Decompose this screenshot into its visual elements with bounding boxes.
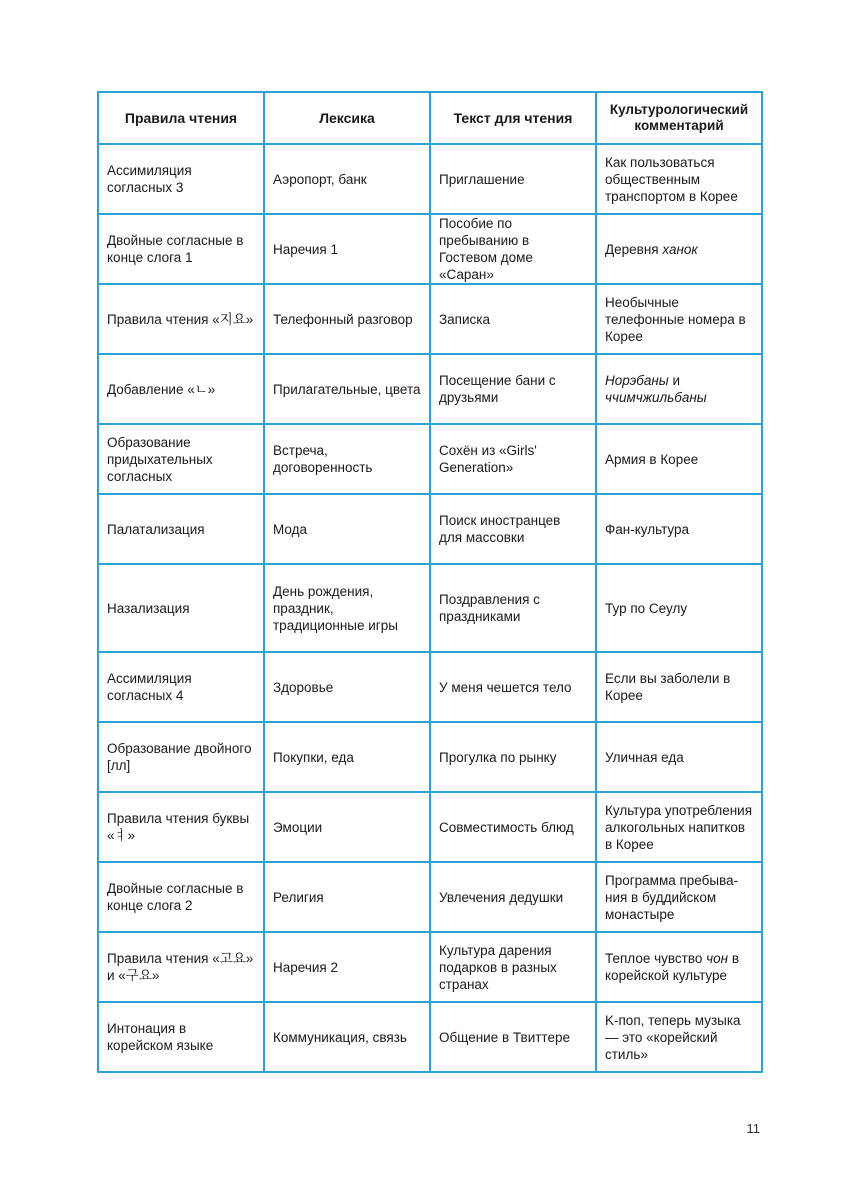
cell-text: Записка — [430, 284, 596, 354]
table-row — [98, 354, 762, 424]
cell-text: Культура дарения подарков в разных странах — [430, 932, 596, 1002]
cell-rules: Назализация — [98, 564, 264, 652]
cell-rules: Образование придыхательных согласных — [98, 424, 264, 494]
culture-text: Деревня — [605, 241, 663, 257]
table-row — [98, 564, 762, 652]
table-row — [98, 494, 762, 564]
cell-lexis: День рождения, праздник, традиционные игры — [264, 564, 430, 652]
table-row — [98, 722, 762, 792]
cell-text: Посещение бани с друзьями — [430, 354, 596, 424]
cell-lexis: Покупки, еда — [264, 722, 430, 792]
header-text: Текст для чтения — [430, 92, 596, 144]
cell-lexis: Коммуникация, связь — [264, 1002, 430, 1072]
cell-rules: Правила чтения буквы «ㅕ» — [98, 792, 264, 862]
cell-culture: Как пользоваться общественным транспортом в Корее — [596, 144, 762, 214]
cell-rules: Ассимиляция согласных 4 — [98, 652, 264, 722]
table-row — [98, 144, 762, 214]
table-row — [98, 284, 762, 354]
cell-culture: Программа пребыва-ния в буддийском монастыре — [596, 862, 762, 932]
cell-lexis: Телефонный разговор — [264, 284, 430, 354]
cell-text: Общение в Твиттере — [430, 1002, 596, 1072]
table-row — [98, 652, 762, 722]
table-header-row — [98, 92, 762, 144]
table-row — [98, 1002, 762, 1072]
table-row — [98, 214, 762, 284]
header-culture: Культурологический комментарий — [596, 92, 762, 144]
culture-text-end: в корейской культуре — [605, 951, 739, 983]
cell-lexis: Религия — [264, 862, 430, 932]
cell-lexis: Наречия 1 — [264, 214, 430, 284]
culture-text: и — [668, 373, 681, 388]
cell-culture: Если вы заболели в Корее — [596, 652, 762, 722]
cell-text: Сохён из «Girls' Generation» — [430, 424, 596, 494]
cell-rules: Двойные согласные в конце слога 1 — [98, 214, 264, 284]
cell-lexis: Аэропорт, банк — [264, 144, 430, 214]
cell-text: Совместимость блюд — [430, 792, 596, 862]
cell-culture: Культура употребления алкогольных напитков в Корее — [596, 792, 762, 862]
cell-rules: Интонация в корейском языке — [98, 1002, 264, 1072]
cell-culture: Армия в Корее — [596, 424, 762, 494]
syllabus-table — [97, 91, 763, 1073]
header-lexis: Лексика — [264, 92, 430, 144]
page-number: 11 — [746, 1121, 760, 1136]
cell-rules: Палатализация — [98, 494, 264, 564]
cell-text: Поздравления с праздниками — [430, 564, 596, 652]
cell-culture: Необычные телефонные номера в Корее — [596, 284, 762, 354]
table-row — [98, 424, 762, 494]
cell-culture: Уличная еда — [596, 722, 762, 792]
cell-lexis: Эмоции — [264, 792, 430, 862]
cell-culture — [596, 932, 762, 1002]
table-row — [98, 862, 762, 932]
cell-text: Прогулка по рынку — [430, 722, 596, 792]
cell-culture — [596, 214, 762, 284]
cell-lexis: Наречия 2 — [264, 932, 430, 1002]
cell-lexis: Мода — [264, 494, 430, 564]
cell-culture: Тур по Сеулу — [596, 564, 762, 652]
cell-lexis: Прилагательные, цвета — [264, 354, 430, 424]
cell-text: Приглашение — [430, 144, 596, 214]
cell-culture — [596, 354, 762, 424]
cell-culture: Фан-культура — [596, 494, 762, 564]
cell-text: Увлечения дедушки — [430, 862, 596, 932]
cell-rules: Ассимиляция согласных 3 — [98, 144, 264, 214]
cell-lexis: Встреча, договоренность — [264, 424, 430, 494]
culture-italic: Норэбаны — [605, 373, 669, 388]
table-row — [98, 932, 762, 1002]
cell-rules: Образование двойного [лл] — [98, 722, 264, 792]
cell-text: Пособие по пребыванию в Гостевом доме «Саран» — [430, 214, 596, 284]
cell-rules: Двойные согласные в конце слога 2 — [98, 862, 264, 932]
culture-italic: чон — [706, 951, 729, 966]
cell-lexis: Здоровье — [264, 652, 430, 722]
table-row — [98, 792, 762, 862]
cell-rules: Правила чтения «고요» и «구요» — [98, 932, 264, 1002]
cell-text: Поиск иностранцев для массовки — [430, 494, 596, 564]
header-rules: Правила чтения — [98, 92, 264, 144]
culture-text: Теплое чувство — [605, 951, 707, 966]
culture-italic-2: ччимчжильбаны — [605, 390, 707, 405]
cell-rules: Добавление «ㄴ» — [98, 354, 264, 424]
cell-text: У меня чешется тело — [430, 652, 596, 722]
cell-culture: K-поп, теперь музыка — это «корейский стиль» — [596, 1002, 762, 1072]
cell-rules: Правила чтения «지요» — [98, 284, 264, 354]
culture-italic: ханок — [662, 241, 698, 257]
